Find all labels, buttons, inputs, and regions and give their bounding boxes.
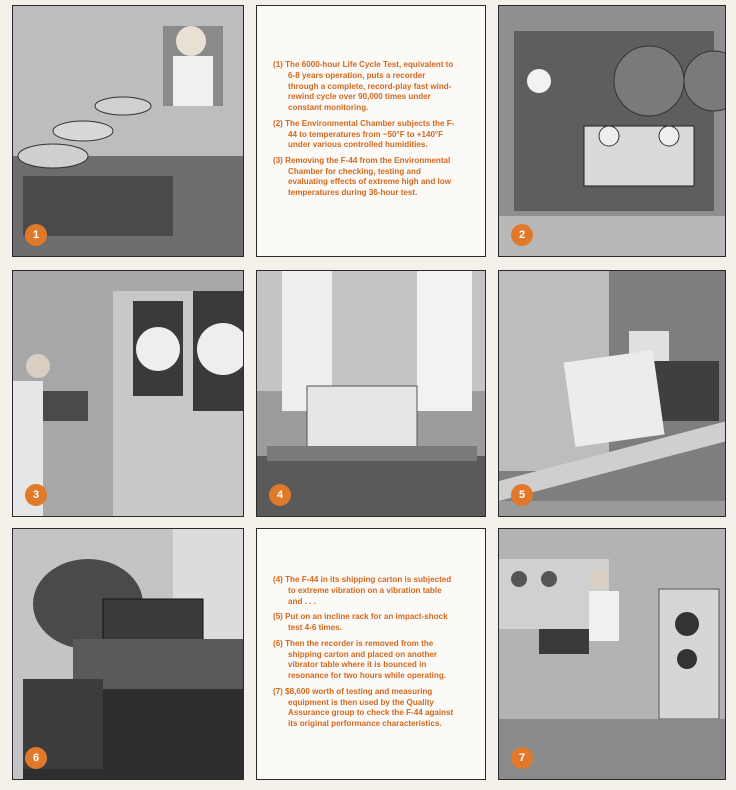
photo-1-illustration — [13, 6, 244, 257]
photo-2-environmental-chamber — [498, 5, 726, 257]
badge-1: 1 — [25, 224, 47, 246]
caption-6: (6) Then the recorder is removed from the shipping carton and placed on another vibrator table where it is bounced in resonance for two hours while operating. — [273, 637, 447, 681]
photo-1-life-cycle-test — [12, 5, 244, 257]
photo-4-illustration — [257, 271, 486, 517]
badge-7: 7 — [511, 747, 533, 769]
badge-2: 2 — [511, 224, 533, 246]
photo-6-vibrator-resonance — [12, 528, 244, 780]
photo-7-illustration — [499, 529, 726, 780]
photo-6-illustration — [13, 529, 244, 780]
photo-2-illustration — [499, 6, 726, 257]
photo-5-incline-rack — [498, 270, 726, 517]
caption-7: (7) $8,600 worth of testing and measuring equipment is then used by the Quality Assurance group to check the F-44 against its original performance characteristics. — [273, 685, 454, 729]
photo-7-quality-assurance — [498, 528, 726, 780]
caption-panel-bottom — [256, 528, 486, 780]
photo-5-illustration — [499, 271, 726, 517]
photo-3-removing-from-chamber — [12, 270, 244, 517]
caption-3: (3) Removing the F-44 from the Environmental Chamber for checking, testing and evaluating effects of extreme high and low temperatures during 36-hour test. — [273, 154, 451, 198]
photo-3-illustration — [13, 271, 244, 517]
caption-2: (2) The Environmental Chamber subjects the F-44 to temperatures from −50°F to +140°F under various controlled humidities. — [273, 117, 455, 150]
caption-4: (4) The F-44 in its shipping carton is subjected to extreme vibration on a vibration table and . . . — [273, 574, 452, 606]
badge-4: 4 — [269, 484, 291, 506]
caption-panel-top — [256, 5, 486, 257]
caption-5: (5) Put on an incline rack for an impact-shock test 4-6 times. — [273, 611, 448, 633]
photo-4-vibration-table — [256, 270, 486, 517]
badge-3: 3 — [25, 484, 47, 506]
caption-1: (1) The 6000-hour Life Cycle Test, equivalent to 6-8 years operation, puts a recorder through a complete, record-play fast wind-rewind cycle over 90,000 times under constant monitoring. — [273, 59, 454, 113]
badge-6: 6 — [25, 747, 47, 769]
badge-5: 5 — [511, 484, 533, 506]
